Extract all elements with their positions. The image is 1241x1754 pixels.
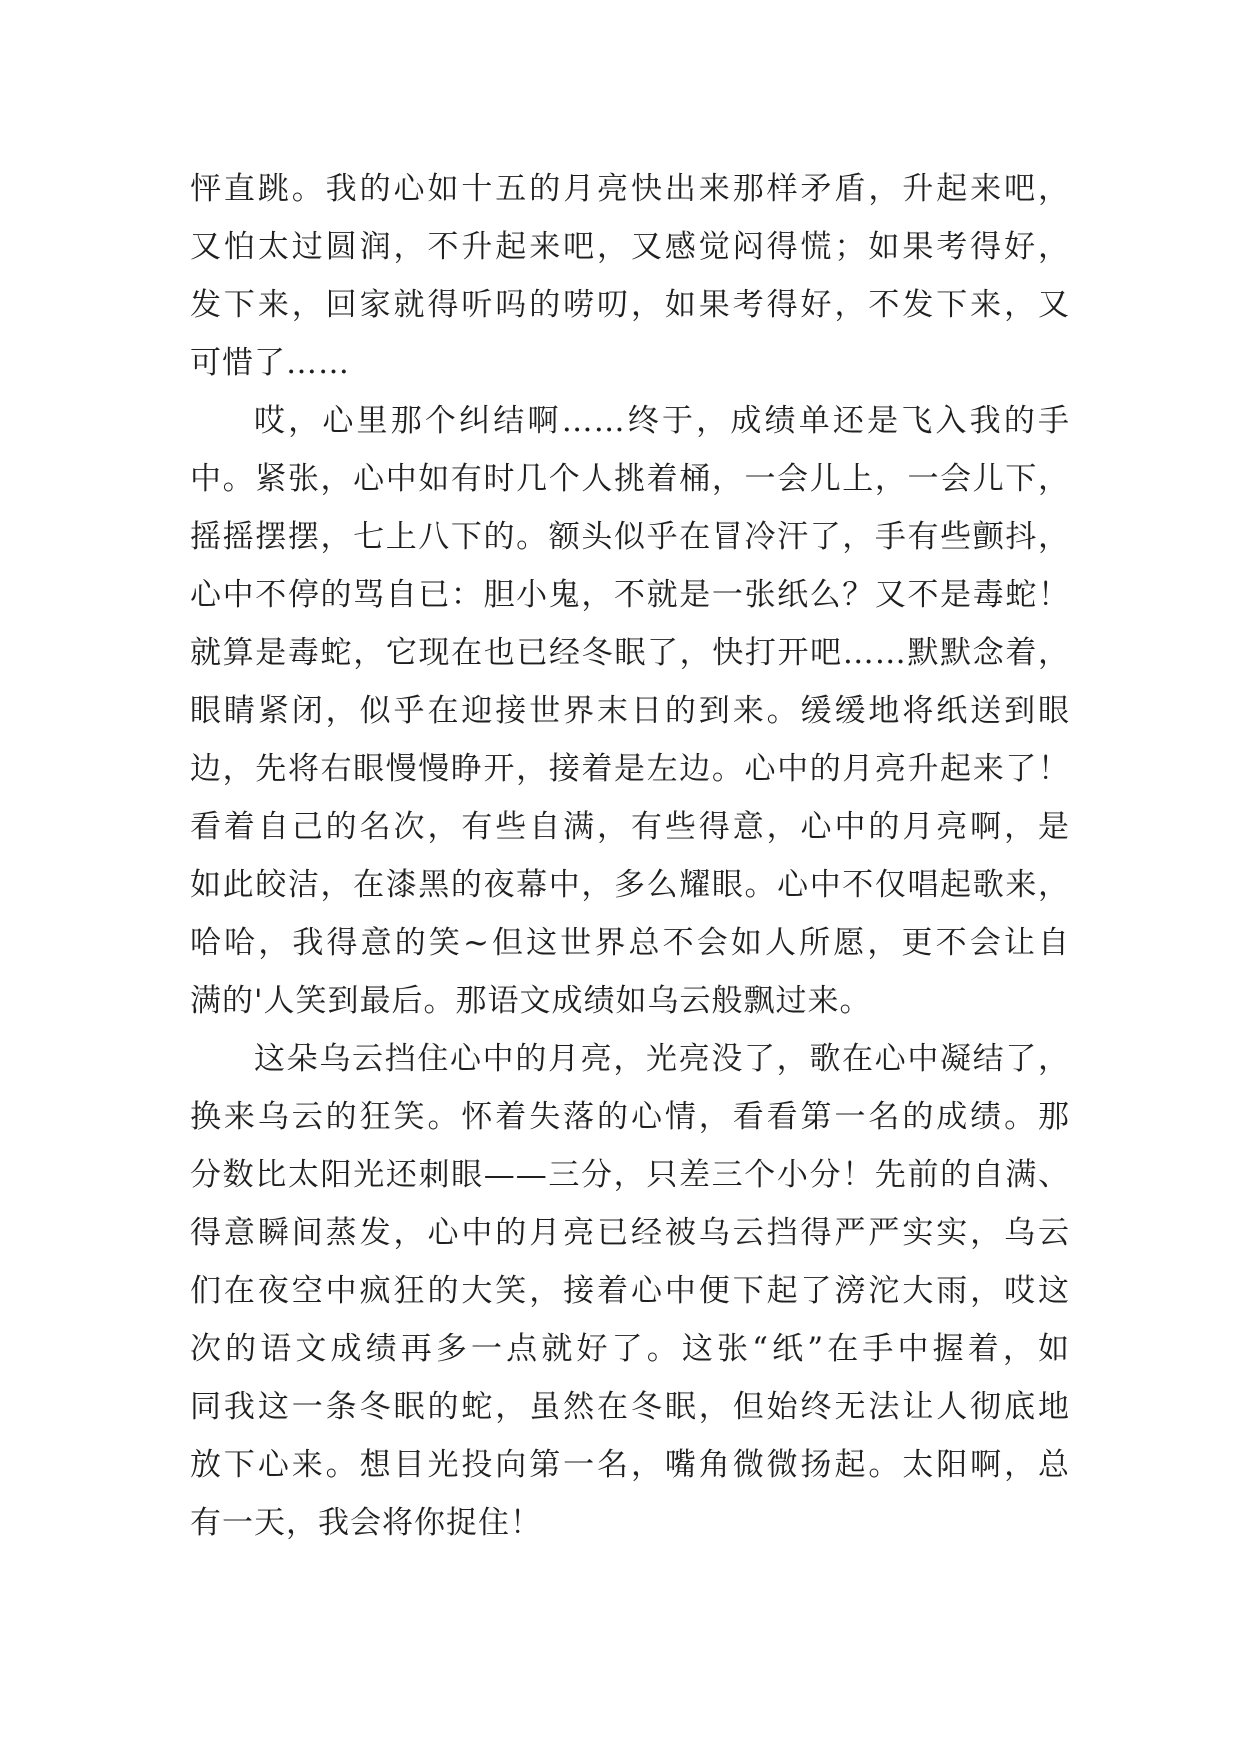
text-line: 这朵乌云挡住心中的月亮，光亮没了，歌在心中凝结了， (254, 1041, 1070, 1077)
text-line: 有一天，我会将你捉住！ (190, 1505, 542, 1541)
paragraph-2 (190, 392, 1070, 1030)
text-line: 边，先将右眼慢慢睁开，接着是左边。心中的月亮升起来了！ (190, 751, 1070, 787)
text-line: 放下心来。想目光投向第一名，嘴角微微扬起。太阳啊，总 (190, 1447, 1070, 1483)
text-line: 看着自己的名次，有些自满，有些得意，心中的月亮啊，是 (190, 809, 1070, 845)
text-line: 分数比太阳光还刺眼——三分，只差三个小分！先前的自满、 (190, 1157, 1070, 1193)
text-line: 同我这一条冬眠的蛇，虽然在冬眠，但始终无法让人彻底地 (190, 1389, 1070, 1425)
text-line: 换来乌云的狂笑。怀着失落的心情，看看第一名的成绩。那 (190, 1099, 1070, 1135)
text-line: 哈哈，我得意的笑~但这世界总不会如人所愿，更不会让自 (190, 925, 1070, 961)
text-line: 满的'人笑到最后。那语文成绩如乌云般飘过来。 (190, 983, 872, 1019)
text-line: 次的语文成绩再多一点就好了。这张“纸”在手中握着，如 (190, 1331, 1070, 1367)
text-line: 心中不停的骂自已：胆小鬼，不就是一张纸么？又不是毒蛇！ (190, 577, 1070, 613)
text-line: 就算是毒蛇，它现在也已经冬眠了，快打开吧……默默念着， (190, 635, 1070, 671)
text-line: 发下来，回家就得听吗的唠叨，如果考得好，不发下来，又 (190, 287, 1070, 323)
text-line: 如此皎洁，在漆黑的夜幕中，多么耀眼。心中不仅唱起歌来， (190, 867, 1070, 903)
text-line: 摇摇摆摆，七上八下的。额头似乎在冒冷汗了，手有些颤抖， (190, 519, 1070, 555)
paragraph-1 (190, 160, 1070, 392)
paragraph-3 (190, 1030, 1070, 1552)
text-line: 又怕太过圆润，不升起来吧，又感觉闷得慌；如果考得好， (190, 229, 1070, 265)
text-line: 得意瞬间蒸发，心中的月亮已经被乌云挡得严严实实，乌云 (190, 1215, 1070, 1251)
text-line: 可惜了…… (190, 345, 350, 381)
essay-body (190, 160, 1070, 1552)
text-line: 怦直跳。我的心如十五的月亮快出来那样矛盾，升起来吧， (190, 171, 1070, 207)
text-line: 哎，心里那个纠结啊……终于，成绩单还是飞入我的手 (254, 403, 1070, 439)
text-line: 眼睛紧闭，似乎在迎接世界末日的到来。缓缓地将纸送到眼 (190, 693, 1070, 729)
text-line: 中。紧张，心中如有时几个人挑着桶，一会儿上，一会儿下， (190, 461, 1070, 497)
text-line: 们在夜空中疯狂的大笑，接着心中便下起了滂沱大雨，哎这 (190, 1273, 1070, 1309)
